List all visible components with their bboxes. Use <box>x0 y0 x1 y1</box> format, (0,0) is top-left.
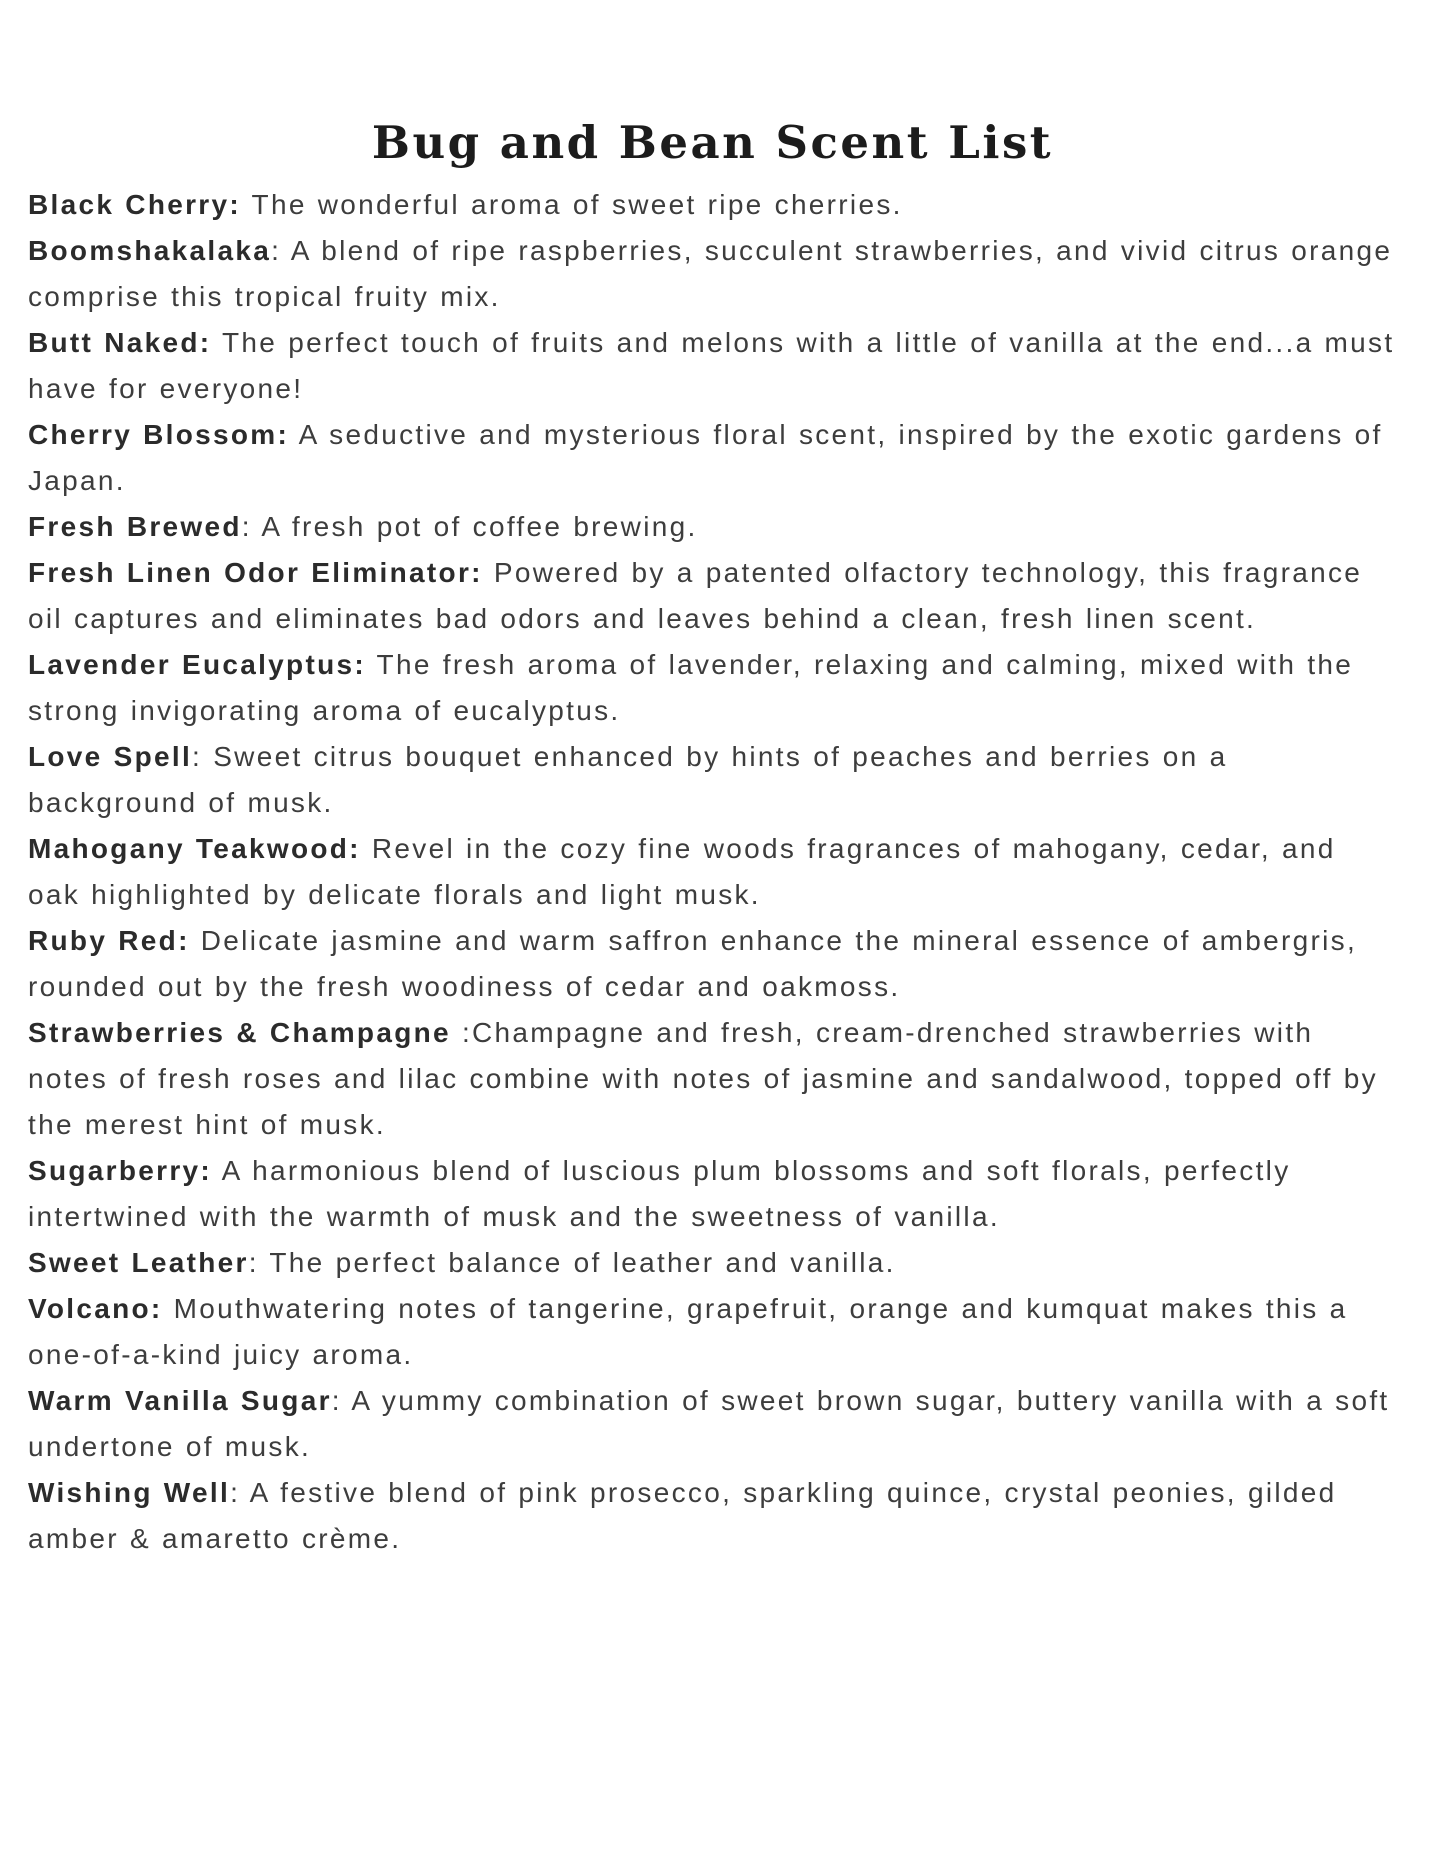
scent-name: Fresh Linen Odor Eliminator: <box>28 556 483 588</box>
scent-name: Sweet Leather <box>28 1246 249 1278</box>
scent-description: Revel in the cozy fine woods fragrances of mahogany, cedar, and oak highlighted by delicate florals and light musk. <box>28 832 1336 910</box>
scent-name: Warm Vanilla Sugar <box>28 1384 332 1416</box>
scent-entry <box>28 734 1397 826</box>
scent-name: Ruby Red: <box>28 924 190 956</box>
scent-entry <box>28 1378 1397 1470</box>
scent-description: Powered by a patented olfactory technology, this fragrance oil captures and eliminates bad odors and leaves behind a clean, fresh linen scent. <box>28 556 1363 634</box>
scent-entry <box>28 918 1397 1010</box>
scent-entry <box>28 320 1397 412</box>
scent-list <box>28 182 1397 1562</box>
scent-entry <box>28 182 1397 228</box>
scent-name: Volcano: <box>28 1292 163 1324</box>
scent-entry <box>28 1010 1397 1148</box>
scent-description: A seductive and mysterious floral scent, inspired by the exotic gardens of Japan. <box>28 418 1383 496</box>
scent-description: Delicate jasmine and warm saffron enhance the mineral essence of ambergris, rounded out by the fresh woodiness of cedar and oakmoss. <box>28 924 1358 1002</box>
scent-entry <box>28 826 1397 918</box>
scent-description: : Sweet citrus bouquet enhanced by hints of peaches and berries on a background of musk. <box>28 740 1228 818</box>
scent-description: : A blend of ripe raspberries, succulent strawberries, and vivid citrus orange comprise this tropical fruity mix. <box>28 234 1393 312</box>
scent-description: The perfect touch of fruits and melons with a little of vanilla at the end...a must have for everyone! <box>28 326 1395 404</box>
scent-entry <box>28 228 1397 320</box>
scent-description: :Champagne and fresh, cream-drenched strawberries with notes of fresh roses and lilac combine with notes of jasmine and sandalwood, topped off by the merest hint of musk. <box>28 1016 1378 1140</box>
scent-name: Boomshakalaka <box>28 234 272 266</box>
scent-name: Love Spell <box>28 740 193 772</box>
page-title: Bug and Bean Scent List <box>371 116 1054 169</box>
scent-description: The wonderful aroma of sweet ripe cherries. <box>240 188 903 220</box>
scent-name: Fresh Brewed <box>28 510 242 542</box>
scent-entry <box>28 1240 1397 1286</box>
scent-description: Mouthwatering notes of tangerine, grapefruit, orange and kumquat makes this a one-of-a-kind juicy aroma. <box>28 1292 1348 1370</box>
scent-name: Mahogany Teakwood: <box>28 832 361 864</box>
scent-description: A harmonious blend of luscious plum blossoms and soft florals, perfectly intertwined with the warmth of musk and the sweetness of vanilla. <box>28 1154 1291 1232</box>
scent-entry <box>28 550 1397 642</box>
scent-entry <box>28 1470 1397 1562</box>
scent-description: : A fresh pot of coffee brewing. <box>241 510 698 542</box>
scent-name: Butt Naked: <box>28 326 212 358</box>
scent-description: : A festive blend of pink prosecco, sparkling quince, crystal peonies, gilded amber & amaretto crème. <box>28 1476 1337 1554</box>
scent-name: Sugarberry: <box>28 1154 213 1186</box>
scent-entry <box>28 642 1397 734</box>
scent-entry <box>28 412 1397 504</box>
scent-name: Strawberries & Champagne <box>28 1016 451 1048</box>
scent-name: Cherry Blossom: <box>28 418 290 450</box>
scent-name: Black Cherry: <box>28 188 241 220</box>
scent-name: Wishing Well <box>28 1476 231 1508</box>
scent-entry <box>28 1148 1397 1240</box>
scent-entry <box>28 1286 1397 1378</box>
scent-name: Lavender Eucalyptus: <box>28 648 366 680</box>
scent-description: The fresh aroma of lavender, relaxing and calming, mixed with the strong invigorating aroma of eucalyptus. <box>28 648 1354 726</box>
scent-entry <box>28 504 1397 550</box>
scent-description: : The perfect balance of leather and vanilla. <box>248 1246 896 1278</box>
scent-description: : A yummy combination of sweet brown sugar, buttery vanilla with a soft undertone of musk. <box>28 1384 1390 1462</box>
